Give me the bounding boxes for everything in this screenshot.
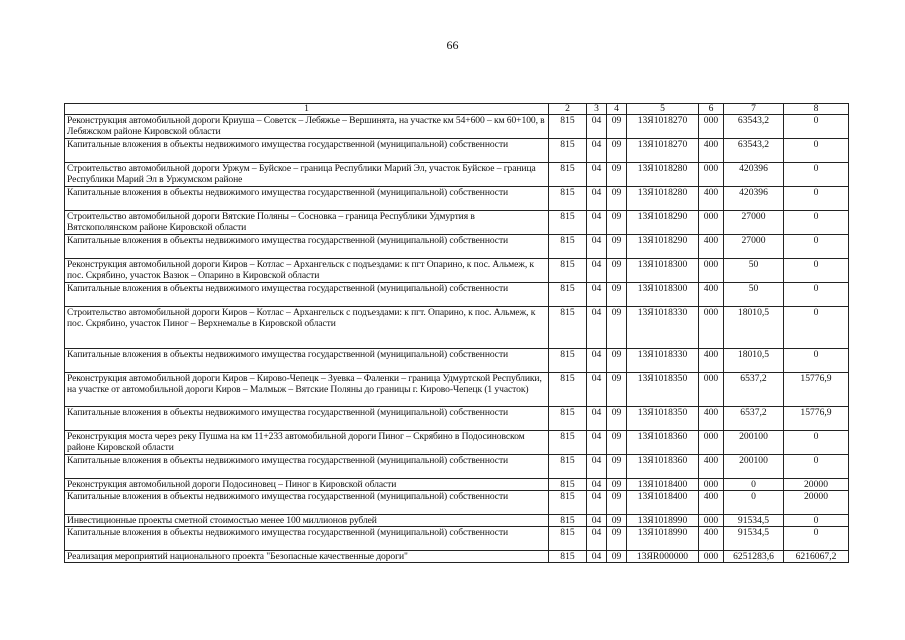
amount-col-7: 420396 [724,187,784,211]
amount-col-8: 0 [784,455,849,479]
expense-type: 400 [699,139,724,163]
expense-type: 400 [699,235,724,259]
row-description: Реализация мероприятий национального проекта "Безопасные качественные дороги" [65,551,549,563]
section-code: 04 [587,283,607,307]
gov-code: 815 [549,491,587,515]
expense-type: 400 [699,491,724,515]
gov-code: 815 [549,187,587,211]
amount-col-7: 200100 [724,455,784,479]
section-code: 04 [587,349,607,373]
gov-code: 815 [549,431,587,455]
section-code: 04 [587,551,607,563]
amount-col-8: 0 [784,139,849,163]
section-code: 04 [587,211,607,235]
target-article: 13Я1018360 [627,455,699,479]
table-row [65,115,849,139]
column-header: 3 [587,104,607,115]
amount-col-7: 6251283,6 [724,551,784,563]
target-article: 13Я1018350 [627,407,699,431]
amount-col-7: 91534,5 [724,515,784,527]
expense-type: 000 [699,259,724,283]
column-header: 7 [724,104,784,115]
amount-col-8: 0 [784,431,849,455]
expense-type: 400 [699,407,724,431]
target-article: 13Я1018300 [627,283,699,307]
amount-col-7: 63543,2 [724,115,784,139]
table-row [65,515,849,527]
row-description: Капитальные вложения в объекты недвижимого имущества государственной (муниципальной) собственности [65,491,549,515]
table-row [65,163,849,187]
gov-code: 815 [549,479,587,491]
expense-type: 000 [699,163,724,187]
expense-type: 000 [699,515,724,527]
amount-col-7: 50 [724,259,784,283]
subsection-code: 09 [607,211,627,235]
table-row [65,455,849,479]
row-description: Капитальные вложения в объекты недвижимого имущества государственной (муниципальной) собственности [65,349,549,373]
table-row [65,551,849,563]
target-article: 13ЯR000000 [627,551,699,563]
table-row [65,407,849,431]
subsection-code: 09 [607,139,627,163]
row-description: Реконструкция автомобильной дороги Киров – Котлас – Архангельск с подъездами: к пгт Опарино, к пос. Альмеж, к пос. Скрябино, участок Вазюк – Опарино в Кировской области [65,259,549,283]
target-article: 13Я1018400 [627,491,699,515]
amount-col-7: 6537,2 [724,407,784,431]
table-row [65,283,849,307]
row-description: Капитальные вложения в объекты недвижимого имущества государственной (муниципальной) собственности [65,283,549,307]
target-article: 13Я1018350 [627,373,699,407]
amount-col-8: 0 [784,527,849,551]
row-description: Реконструкция автомобильной дороги Киров – Кирово-Чепецк – Зуевка – Фаленки – граница Удмуртской Республики, на участке от автомобильной дороги Киров – Малмыж – Вятские Поляны до границы г. Кирово-Чепецк (1 участок) [65,373,549,407]
amount-col-7: 0 [724,491,784,515]
section-code: 04 [587,455,607,479]
section-code: 04 [587,115,607,139]
amount-col-8: 0 [784,307,849,349]
section-code: 04 [587,479,607,491]
subsection-code: 09 [607,515,627,527]
subsection-code: 09 [607,491,627,515]
amount-col-8: 0 [784,515,849,527]
gov-code: 815 [549,527,587,551]
subsection-code: 09 [607,163,627,187]
amount-col-7: 63543,2 [724,139,784,163]
subsection-code: 09 [607,283,627,307]
gov-code: 815 [549,115,587,139]
target-article: 13Я1018290 [627,235,699,259]
expense-type: 000 [699,115,724,139]
subsection-code: 09 [607,115,627,139]
column-header: 2 [549,104,587,115]
expense-type: 000 [699,431,724,455]
amount-col-8: 0 [784,259,849,283]
table-header-row [65,104,849,115]
section-code: 04 [587,527,607,551]
target-article: 13Я1018330 [627,307,699,349]
amount-col-8: 20000 [784,479,849,491]
expense-type: 400 [699,283,724,307]
amount-col-8: 15776,9 [784,407,849,431]
section-code: 04 [587,235,607,259]
section-code: 04 [587,163,607,187]
gov-code: 815 [549,163,587,187]
target-article: 13Я1018270 [627,115,699,139]
amount-col-8: 0 [784,115,849,139]
amount-col-8: 0 [784,283,849,307]
table-row [65,349,849,373]
subsection-code: 09 [607,187,627,211]
column-header: 6 [699,104,724,115]
expense-type: 400 [699,187,724,211]
table-row [65,187,849,211]
amount-col-8: 0 [784,187,849,211]
table-row [65,139,849,163]
gov-code: 815 [549,283,587,307]
target-article: 13Я1018400 [627,479,699,491]
column-header: 4 [607,104,627,115]
expense-type: 000 [699,307,724,349]
target-article: 13Я1018330 [627,349,699,373]
expense-type: 400 [699,349,724,373]
row-description: Капитальные вложения в объекты недвижимого имущества государственной (муниципальной) собственности [65,455,549,479]
section-code: 04 [587,431,607,455]
target-article: 13Я1018300 [627,259,699,283]
amount-col-7: 0 [724,479,784,491]
expense-type: 000 [699,551,724,563]
gov-code: 815 [549,211,587,235]
amount-col-7: 18010,5 [724,349,784,373]
gov-code: 815 [549,235,587,259]
gov-code: 815 [549,349,587,373]
section-code: 04 [587,407,607,431]
column-header: 5 [627,104,699,115]
subsection-code: 09 [607,235,627,259]
target-article: 13Я1018270 [627,139,699,163]
target-article: 13Я1018990 [627,515,699,527]
row-description: Реконструкция автомобильной дороги Подосиновец – Пиног в Кировской области [65,479,549,491]
target-article: 13Я1018290 [627,211,699,235]
row-description: Капитальные вложения в объекты недвижимого имущества государственной (муниципальной) собственности [65,187,549,211]
row-description: Строительство автомобильной дороги Киров – Котлас – Архангельск с подъездами: к пгт. Опарино, к пос. Альмеж, к пос. Скрябино, участок Пиног – Верхнемалье в Кировской области [65,307,549,349]
section-code: 04 [587,515,607,527]
section-code: 04 [587,187,607,211]
table-row [65,491,849,515]
subsection-code: 09 [607,455,627,479]
column-header: 1 [65,104,549,115]
subsection-code: 09 [607,479,627,491]
subsection-code: 09 [607,373,627,407]
row-description: Инвестиционные проекты сметной стоимостью менее 100 миллионов рублей [65,515,549,527]
amount-col-7: 420396 [724,163,784,187]
row-description: Реконструкция моста через реку Пушма на км 11+233 автомобильной дороги Пиног – Скрябино в Подосиновском районе Кировской области [65,431,549,455]
table-row [65,479,849,491]
row-description: Капитальные вложения в объекты недвижимого имущества государственной (муниципальной) собственности [65,527,549,551]
expense-type: 400 [699,455,724,479]
amount-col-7: 50 [724,283,784,307]
section-code: 04 [587,139,607,163]
amount-col-8: 6216067,2 [784,551,849,563]
table-row [65,431,849,455]
expense-type: 000 [699,373,724,407]
expense-type: 000 [699,211,724,235]
target-article: 13Я1018990 [627,527,699,551]
gov-code: 815 [549,551,587,563]
row-description: Строительство автомобильной дороги Уржум – Буйское – граница Республики Марий Эл, участок Буйское – граница Республики Марий Эл в Уржумском районе [65,163,549,187]
row-description: Строительство автомобильной дороги Вятские Поляны – Сосновка – граница Республики Удмуртия в Вятскополянском районе Кировской области [65,211,549,235]
page-number: 66 [446,38,459,52]
amount-col-8: 0 [784,211,849,235]
budget-table [64,103,849,563]
amount-col-8: 20000 [784,491,849,515]
gov-code: 815 [549,259,587,283]
expense-type: 000 [699,479,724,491]
subsection-code: 09 [607,431,627,455]
amount-col-7: 27000 [724,235,784,259]
row-description: Капитальные вложения в объекты недвижимого имущества государственной (муниципальной) собственности [65,235,549,259]
table-row [65,211,849,235]
gov-code: 815 [549,455,587,479]
table-row [65,373,849,407]
subsection-code: 09 [607,307,627,349]
amount-col-8: 0 [784,163,849,187]
amount-col-7: 27000 [724,211,784,235]
subsection-code: 09 [607,551,627,563]
subsection-code: 09 [607,259,627,283]
expense-type: 400 [699,527,724,551]
table-row [65,235,849,259]
gov-code: 815 [549,373,587,407]
subsection-code: 09 [607,527,627,551]
gov-code: 815 [549,515,587,527]
subsection-code: 09 [607,349,627,373]
target-article: 13Я1018360 [627,431,699,455]
amount-col-7: 200100 [724,431,784,455]
table-row [65,259,849,283]
row-description: Капитальные вложения в объекты недвижимого имущества государственной (муниципальной) собственности [65,139,549,163]
target-article: 13Я1018280 [627,163,699,187]
amount-col-7: 91534,5 [724,527,784,551]
amount-col-8: 15776,9 [784,373,849,407]
amount-col-8: 0 [784,349,849,373]
subsection-code: 09 [607,407,627,431]
target-article: 13Я1018280 [627,187,699,211]
column-header: 8 [784,104,849,115]
table-row [65,527,849,551]
row-description: Капитальные вложения в объекты недвижимого имущества государственной (муниципальной) собственности [65,407,549,431]
amount-col-7: 18010,5 [724,307,784,349]
row-description: Реконструкция автомобильной дороги Криуша – Советск – Лебяжье – Вершинята, на участке км 54+600 – км 60+100, в Лебяжском районе Кировской области [65,115,549,139]
table-row [65,307,849,349]
section-code: 04 [587,491,607,515]
gov-code: 815 [549,307,587,349]
section-code: 04 [587,307,607,349]
gov-code: 815 [549,139,587,163]
amount-col-7: 6537,2 [724,373,784,407]
section-code: 04 [587,259,607,283]
section-code: 04 [587,373,607,407]
gov-code: 815 [549,407,587,431]
amount-col-8: 0 [784,235,849,259]
